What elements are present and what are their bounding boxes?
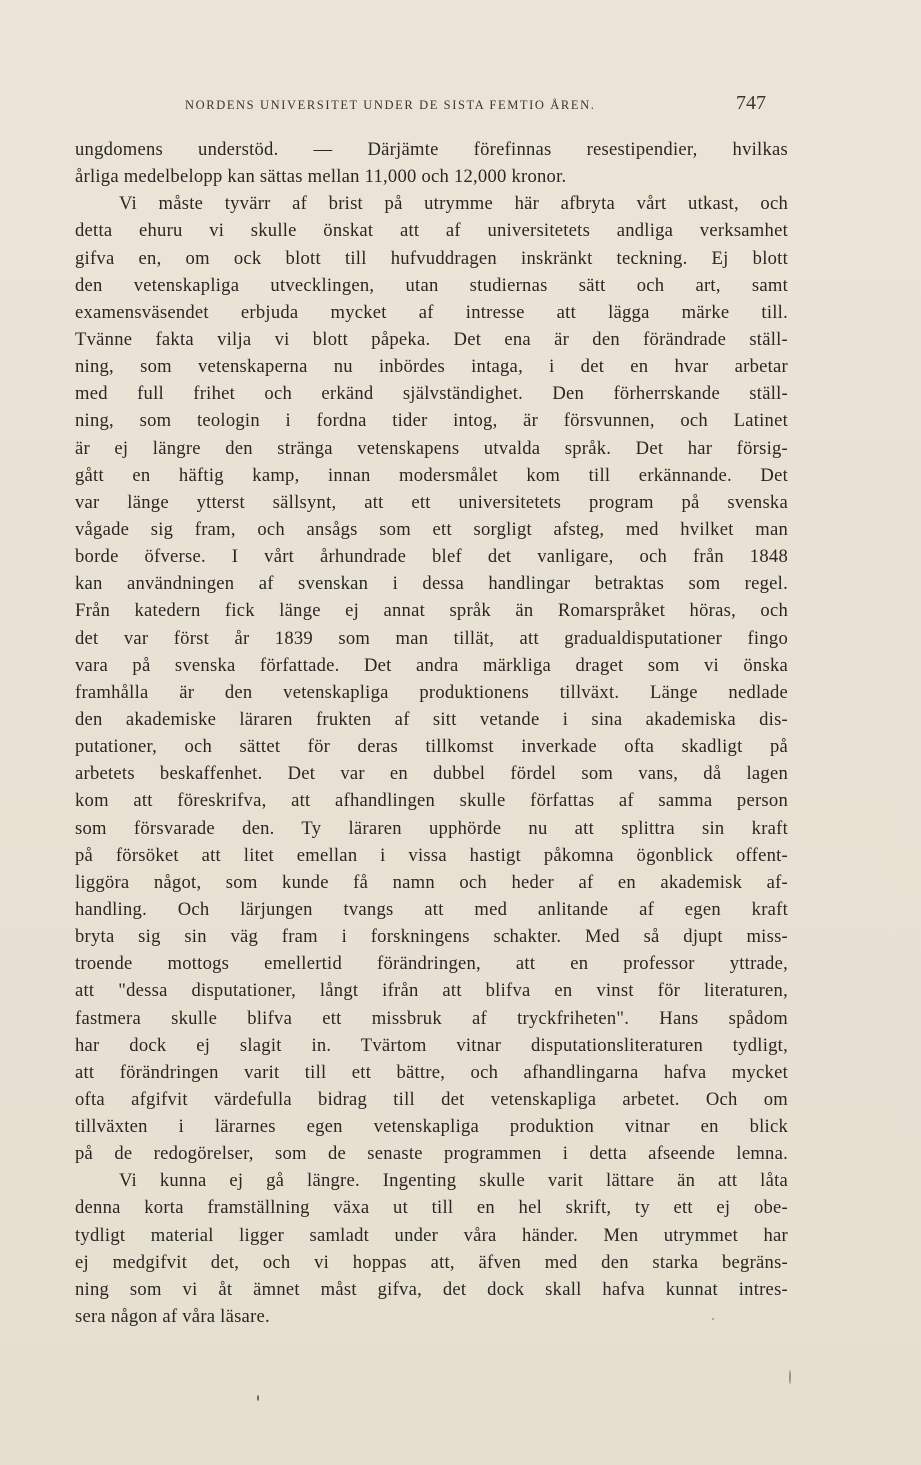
text-line: årliga medelbelopp kan sättas mellan 11,000 och 12,000 kronor.: [75, 166, 567, 188]
page-header: [165, 92, 770, 122]
text-line: på de redogörelser, som de senaste programmen i detta afseende lemna.: [75, 1143, 788, 1165]
text-line: bryta sig sin väg fram i forskningens schakter. Med så djupt miss-: [75, 926, 788, 948]
text-line: det var först år 1839 som man tillät, att gradualdisputationer fingo: [75, 627, 788, 649]
text-line: vågade sig fram, och ansågs som ett sorgligt afsteg, med hvilket man: [75, 518, 788, 540]
text-line: examensväsendet erbjuda mycket af intresse att lägga märke till.: [75, 301, 788, 323]
text-line: handling. Och lärjungen tvangs att med anlitande af egen kraft: [75, 898, 788, 920]
text-line: kan användningen af svenskan i dessa handlingar betraktas som regel.: [75, 573, 788, 595]
text-line: den akademiske läraren frukten af sitt vetande i sina akademiska dis-: [75, 708, 788, 730]
text-line: sera någon af våra läsare.: [75, 1306, 270, 1328]
paper-speck: [712, 1318, 714, 1320]
text-line: ning som vi åt ämnet måst gifva, det dock skall hafva kunnat intres-: [75, 1278, 788, 1300]
text-line: att "dessa disputationer, långt ifrån att blifva en vinst för literaturen,: [75, 980, 788, 1002]
text-line: framhålla är den vetenskapliga produktionens tillväxt. Länge nedlade: [75, 681, 788, 703]
text-line: tydligt material ligger samladt under våra händer. Men utrymmet har: [75, 1224, 788, 1246]
text-line: vara på svenska författade. Det andra märkliga draget som vi önska: [75, 654, 788, 676]
text-line: denna korta framställning växa ut till en hel skrift, ty ett ej obe-: [75, 1197, 788, 1219]
text-line: ning, som vetenskaperna nu inbördes intaga, i det en hvar arbetar: [75, 356, 788, 378]
text-line: kom att föreskrifva, att afhandlingen skulle författas af samma person: [75, 790, 788, 812]
text-line: Vi kunna ej gå längre. Ingenting skulle varit lättare än att låta: [119, 1170, 788, 1192]
paper-speck: [257, 1395, 259, 1401]
text-line: som försvarade den. Ty läraren upphörde nu att splittra sin kraft: [75, 817, 788, 839]
text-line: fastmera skulle blifva ett missbruk af tryckfriheten". Hans spådom: [75, 1007, 788, 1029]
text-line: gått en häftig kamp, innan modersmålet kom till erkännande. Det: [75, 464, 788, 486]
text-line: är ej längre den stränga vetenskapens utvalda språk. Det har försig-: [75, 437, 788, 459]
text-line: på försöket att litet emellan i vissa hastigt påkomna ögonblick offent-: [75, 844, 788, 866]
text-line: ej medgifvit det, och vi hoppas att, äfven med den starka begräns-: [75, 1251, 788, 1273]
page-number: 747: [736, 92, 766, 114]
text-line: ungdomens understöd. — Därjämte förefinnas resestipendier, hvilkas: [75, 139, 788, 160]
running-head: NORDENS UNIVERSITET UNDER DE SISTA FEMTIO ÅREN.: [185, 98, 596, 112]
body-text: [75, 136, 788, 1330]
paper-speck: [789, 1370, 791, 1384]
text-line: arbetets beskaffenhet. Det var en dubbel fördel som vans, då lagen: [75, 763, 788, 785]
text-line: med full frihet och erkänd självständighet. Den förherrskande ställ-: [75, 383, 788, 405]
text-line: ning, som teologin i fordna tider intog, är försvunnen, och Latinet: [75, 410, 788, 432]
text-line: var länge ytterst sällsynt, att ett universitetets program på svenska: [75, 491, 788, 513]
text-line: ofta afgifvit värdefulla bidrag till det vetenskapliga arbetet. Och om: [75, 1088, 788, 1110]
text-line: tillväxten i lärarnes egen vetenskapliga produktion vitnar en blick: [75, 1116, 788, 1138]
text-line: gifva en, om ock blott till hufvuddragen inskränkt teckning. Ej blott: [75, 247, 788, 269]
text-line: Vi måste tyvärr af brist på utrymme här afbryta vårt utkast, och: [119, 193, 788, 215]
text-line: Tvänne fakta vilja vi blott påpeka. Det ena är den förändrade ställ-: [75, 328, 788, 350]
text-line: borde öfverse. I vårt århundrade blef det vanligare, och från 1848: [75, 546, 788, 568]
text-line: har dock ej slagit in. Tvärtom vitnar disputationsliteraturen tydligt,: [75, 1034, 788, 1056]
text-line: troende mottogs emellertid förändringen, att en professor yttrade,: [75, 953, 788, 975]
text-line: Från katedern fick länge ej annat språk än Romarspråket höras, och: [75, 600, 788, 622]
text-line: den vetenskapliga utvecklingen, utan studiernas sätt och art, samt: [75, 274, 788, 296]
text-line: putationer, och sättet för deras tillkomst inverkade ofta skadligt på: [75, 736, 788, 758]
text-line: liggöra något, som kunde få namn och heder af en akademisk af-: [75, 871, 788, 893]
text-line: att förändringen varit till ett bättre, och afhandlingarna hafva mycket: [75, 1061, 788, 1083]
text-line: detta ehuru vi skulle önskat att af universitetets andliga verksamhet: [75, 220, 788, 242]
